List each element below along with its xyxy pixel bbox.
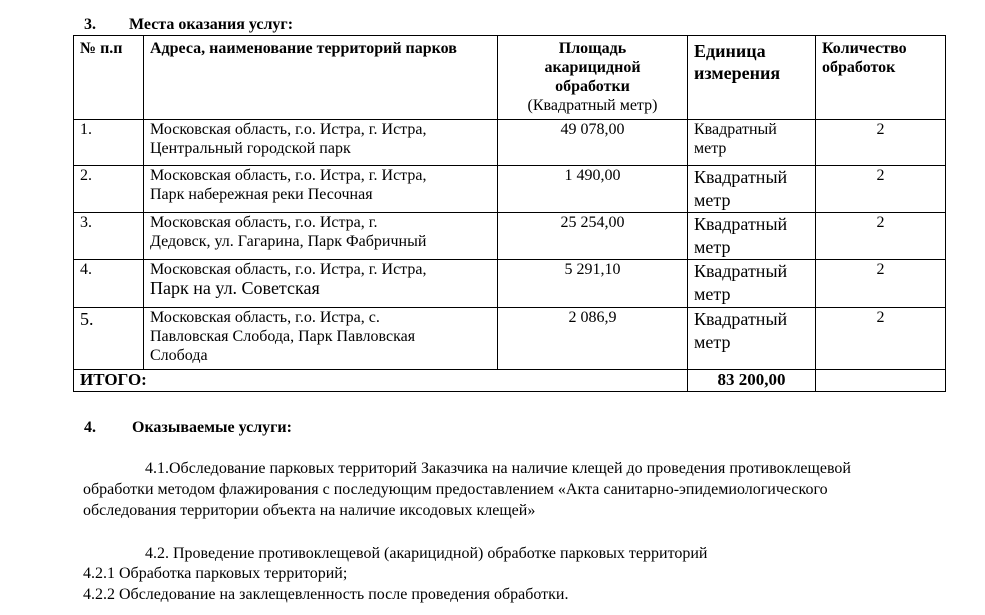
header-area-line2: акарицидной [544,59,641,76]
row-num: 4. [74,260,144,308]
row-area: 2 086,9 [498,308,688,370]
row-address-line1: Московская область, г.о. Истра, г. Истра, [150,121,427,138]
total-row [74,370,946,392]
row-count: 2 [816,166,946,213]
row-address-line1: Московская область, г.о. Истра, г. [150,214,378,231]
row-address-line3: Слобода [150,347,208,364]
row-unit-line2: метр [694,140,727,157]
section-4-title: Оказываемые услуги: [132,419,292,436]
row-unit [688,213,816,260]
header-unit: Единица измерения [688,36,816,120]
row-num: 3. [74,213,144,260]
section-3-title: Места оказания услуг: [129,16,294,33]
table-row [74,120,946,166]
header-num: № п.п [74,36,144,120]
row-address [144,120,498,166]
row-unit-line2: метр [694,190,731,210]
total-label: ИТОГО: [74,370,688,392]
header-count: Количество обработок [816,36,946,120]
row-unit-line2: метр [694,284,731,304]
header-area-line3: обработки [555,78,630,95]
row-address-line2: Парк на ул. Советская [150,278,320,298]
row-num: 5. [74,308,144,370]
row-count: 2 [816,260,946,308]
row-unit-line1: Квадратный [694,167,788,187]
row-address [144,260,498,308]
row-address-line1: Московская область, г.о. Истра, г. Истра, [150,261,427,278]
row-unit-line1: Квадратный [694,121,777,138]
row-unit [688,166,816,213]
row-address [144,308,498,370]
row-address-line2: Центральный городской парк [150,140,351,157]
row-address-line2: Парк набережная реки Песочная [150,186,373,203]
row-count: 2 [816,213,946,260]
row-count: 2 [816,120,946,166]
section-4-heading [84,419,292,437]
row-num: 1. [74,120,144,166]
row-address-line1: Московская область, г.о. Истра, г. Истра, [150,167,427,184]
paragraph-4-2-1: 4.2.1 Обработка парковых территорий; [83,565,348,582]
paragraph-4-1-line2: обработки методом флажирования с последующим предоставлением «Акта санитарно-эпидемиологического [83,481,828,498]
paragraph-4-2-2: 4.2.2 Обследование на заклещевленность после проведения обработки. [83,586,569,603]
table-row [74,213,946,260]
header-area-sub: (Квадратный метр) [527,97,658,114]
header-area-line1: Площадь [558,40,627,57]
paragraph-4-1 [83,458,953,521]
table-header-row [74,36,946,120]
paragraph-4-2: 4.2. Проведение противоклещевой (акарицидной) обработке парковых территорий [145,545,708,562]
row-address [144,213,498,260]
row-unit [688,260,816,308]
table-row [74,308,946,370]
row-area: 25 254,00 [498,213,688,260]
header-area [498,36,688,120]
row-unit-line1: Квадратный [694,261,788,281]
section-3-heading [84,16,293,34]
row-address [144,166,498,213]
service-locations-table [73,35,946,392]
section-3-number: 3. [84,16,96,33]
row-area: 49 078,00 [498,120,688,166]
row-num: 2. [74,166,144,213]
paragraph-4-1-line3: обследования территории объекта на наличие иксодовых клещей» [83,502,536,519]
total-empty-cell [816,370,946,392]
row-count: 2 [816,308,946,370]
row-unit-line1: Квадратный [694,309,788,329]
row-area: 5 291,10 [498,260,688,308]
header-address: Адреса, наименование территорий парков [144,36,498,120]
row-address-line2: Павловская Слобода, Парк Павловская [150,328,416,345]
row-address-line2: Дедовск, ул. Гагарина, Парк Фабричный [150,233,427,250]
row-address-line1: Московская область, г.о. Истра, с. [150,309,380,326]
total-value: 83 200,00 [688,370,816,392]
row-unit-line2: метр [694,237,731,257]
row-unit-line1: Квадратный [694,214,788,234]
table-row [74,260,946,308]
row-unit [688,120,816,166]
row-unit-line2: метр [694,332,731,352]
table-row [74,166,946,213]
row-area: 1 490,00 [498,166,688,213]
row-unit [688,308,816,370]
paragraph-4-1-line1: 4.1.Обследование парковых территорий Заказчика на наличие клещей до проведения противоклещевой [145,460,851,477]
section-4-number: 4. [84,419,96,436]
